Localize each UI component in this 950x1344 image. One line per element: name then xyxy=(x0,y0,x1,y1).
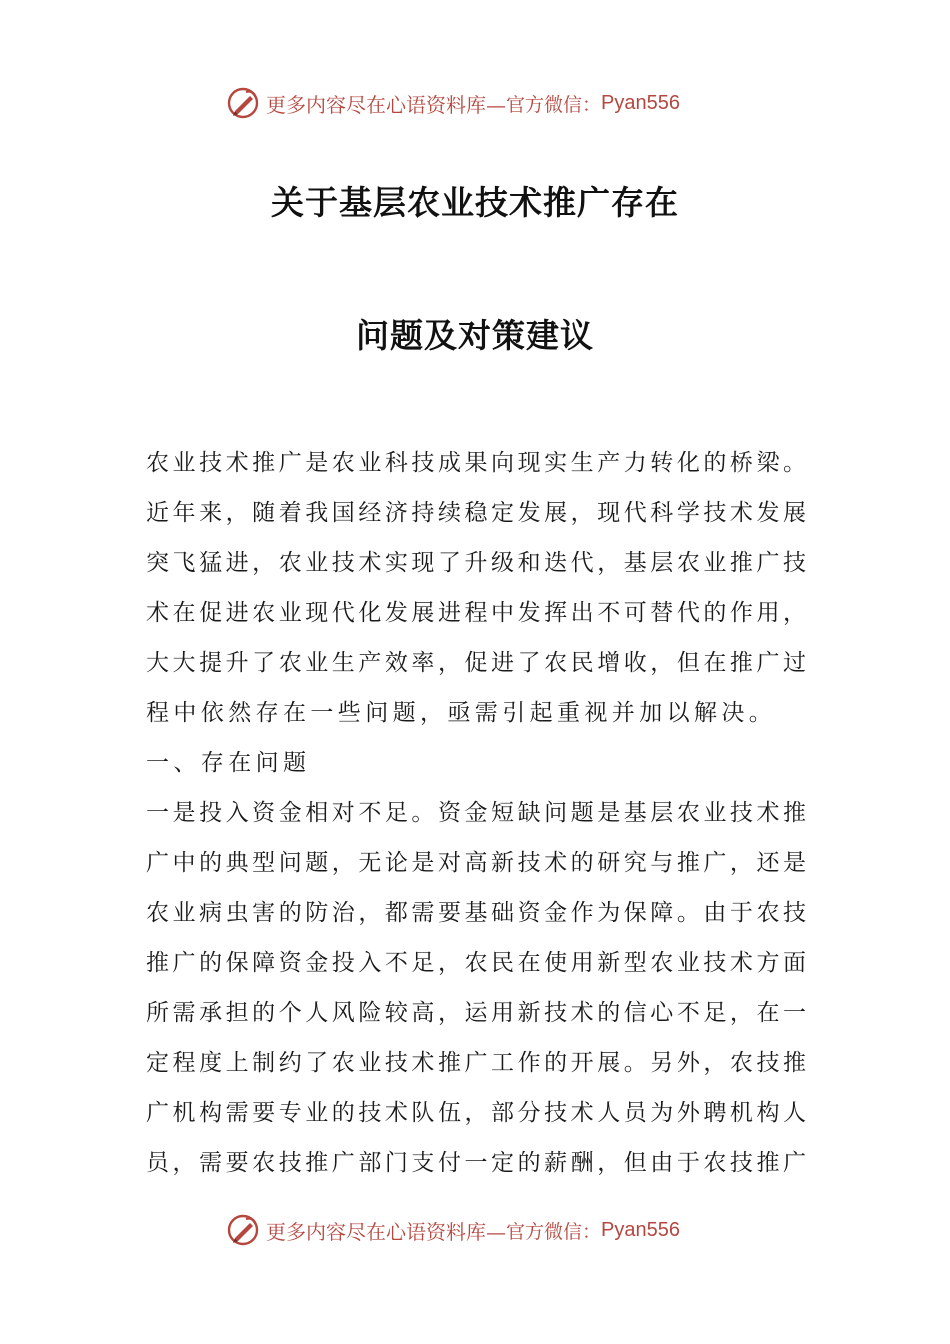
text-line: 定程度上制约了农业技术推广工作的开展。另外，农技推 xyxy=(146,1050,806,1076)
wechat-id: Pyan556 xyxy=(601,91,680,114)
text-line: 所需承担的个人风险较高，运用新技术的信心不足，在一 xyxy=(146,1000,806,1026)
text-line: 大大提升了农业生产效率，促进了农民增收，但在推广过 xyxy=(146,650,806,676)
text-line: 程中依然存在一些问题，亟需引起重视并加以解决。 xyxy=(146,700,777,726)
banner-text: 更多内容尽在心语资料库— xyxy=(266,1219,506,1244)
text-line: 一是投入资金相对不足。资金短缺问题是基层农业技术推 xyxy=(146,800,806,826)
footer-banner xyxy=(226,1210,680,1250)
text-line: 农业病虫害的防治，都需要基础资金作为保障。由于农技 xyxy=(146,900,806,926)
title-line-1: 关于基层农业技术推广存在 xyxy=(271,183,679,222)
header-banner xyxy=(226,83,680,123)
banner-text: 更多内容尽在心语资料库— xyxy=(266,92,506,117)
pen-logo-icon xyxy=(226,1213,260,1247)
text-line: 农业技术推广是农业科技成果向现实生产力转化的桥梁。 xyxy=(146,450,806,476)
text-line: 近年来，随着我国经济持续稳定发展，现代科学技术发展 xyxy=(146,500,806,526)
text-line: 术在促进农业现代化发展进程中发挥出不可替代的作用， xyxy=(146,600,806,626)
wechat-label: 官方微信： xyxy=(506,93,602,116)
body-text xyxy=(146,438,806,1188)
text-line: 推广的保障资金投入不足，农民在使用新型农业技术方面 xyxy=(146,950,806,976)
text-line: 突飞猛进，农业技术实现了升级和迭代，基层农业推广技 xyxy=(146,550,806,576)
wechat-label: 官方微信： xyxy=(506,1220,602,1243)
text-line: 广机构需要专业的技术队伍，部分技术人员为外聘机构人 xyxy=(146,1100,806,1126)
title-line-2: 问题及对策建议 xyxy=(356,316,594,355)
wechat-id: Pyan556 xyxy=(601,1218,680,1241)
pen-logo-icon xyxy=(226,86,260,120)
text-line: 员，需要农技推广部门支付一定的薪酬，但由于农技推广 xyxy=(146,1150,806,1176)
section-heading: 一、存在问题 xyxy=(146,750,311,776)
text-line: 广中的典型问题，无论是对高新技术的研究与推广，还是 xyxy=(146,850,806,876)
